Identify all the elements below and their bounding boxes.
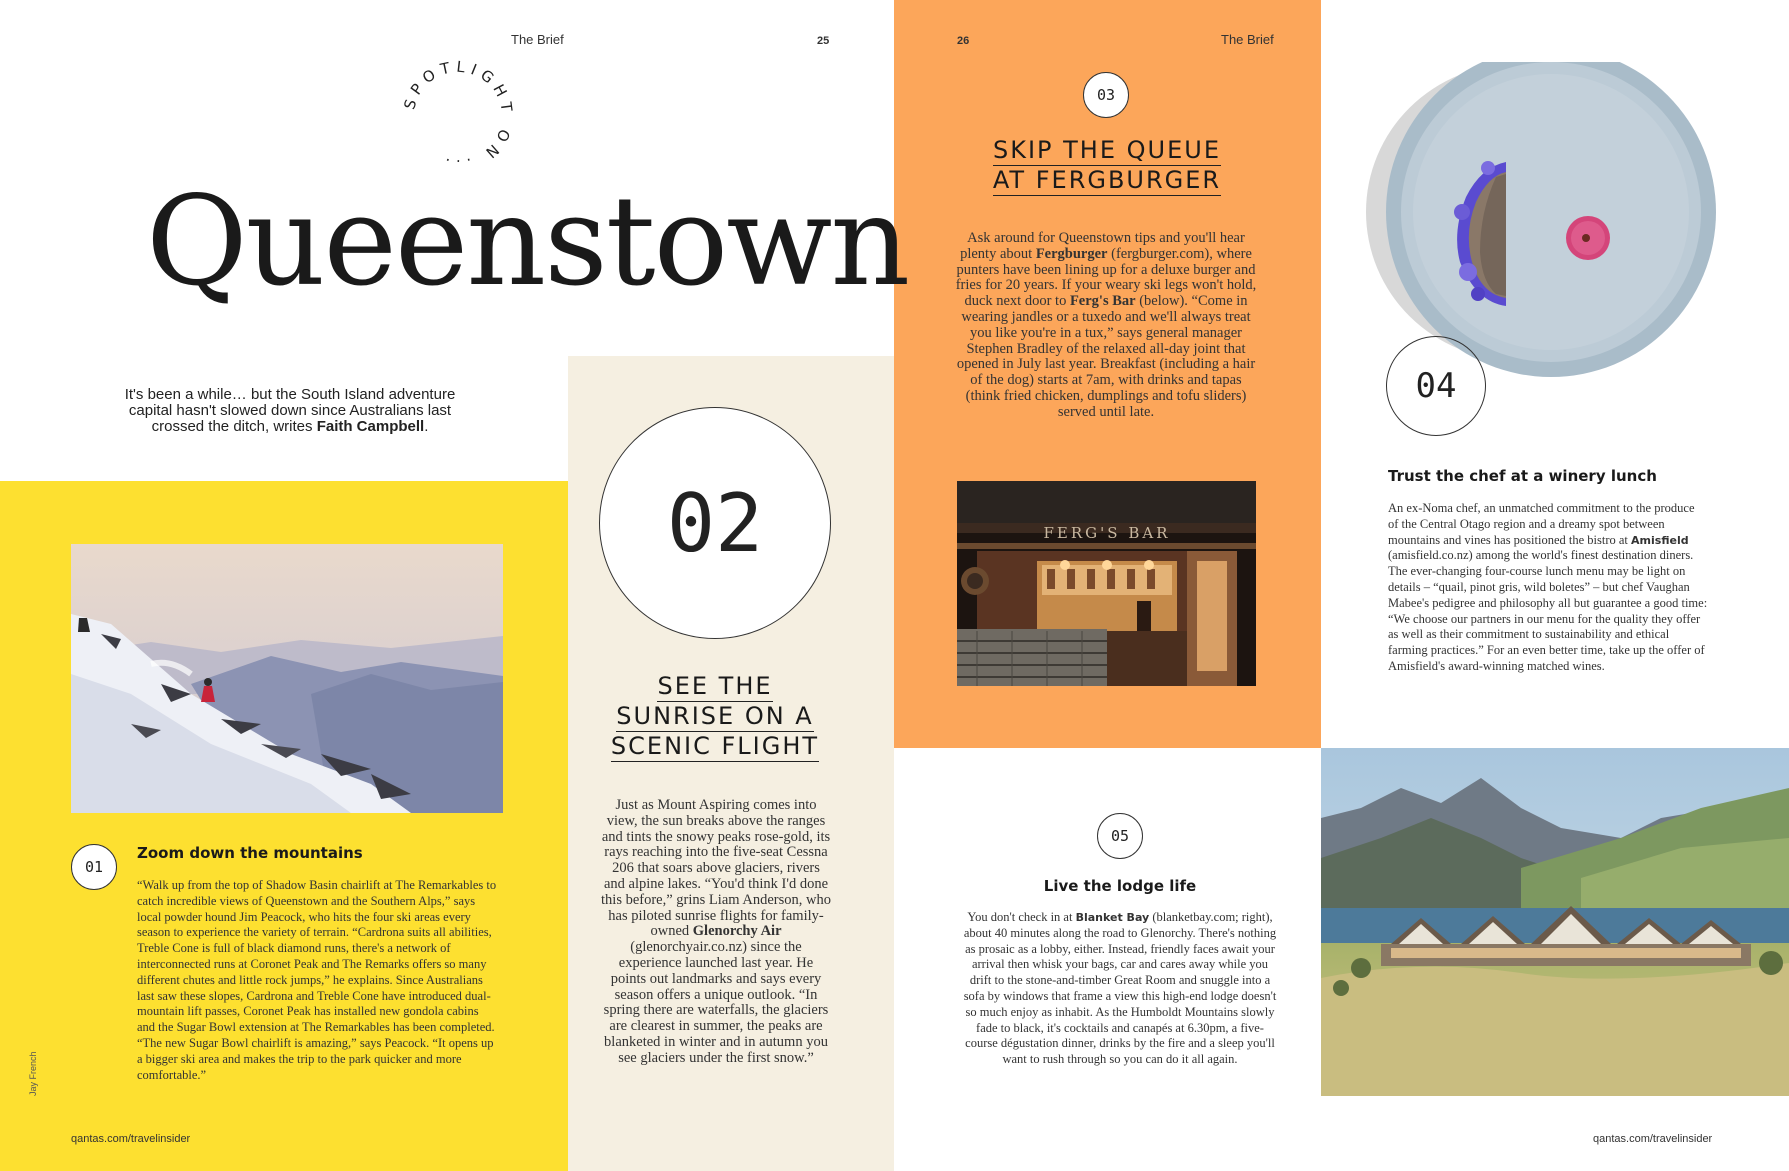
fergs-bar-photo bbox=[957, 481, 1256, 686]
left-running-head: The Brief bbox=[511, 32, 564, 47]
section-03-heading: SKIP THE QUEUE AT FERGBURGER bbox=[992, 136, 1222, 194]
section-05-heading: Live the lodge life bbox=[1043, 877, 1197, 895]
fergs-bar-sign: FERG'S BAR bbox=[1043, 524, 1171, 542]
section-05-body: You don't check in at Blanket Bay (blanketbay.com; right), about 40 minutes along the road to Glenorchy. There's nothing as prosaic as a lobby, either. Instead, friendly faces await your arrival then whisk your bags, car and cares away while you drift to the stone-and-timber Great Room and snuggle into a sofa by windows that frame a view this high-end lodge doesn't so much enjoy as inhabit. As the Humboldt Mountains slowly fade to black, it's cocktails and canapés at 6.30pm, a five-course dégustation dinner, drinks by the fire and a sleep you'll want to rush through so you can do it all again. bbox=[963, 910, 1277, 1067]
photo-credit: Jay French bbox=[28, 1051, 38, 1096]
right-page-number: 26 bbox=[957, 35, 970, 47]
lodge-landscape-photo bbox=[1321, 748, 1789, 1096]
section-01-number: 01 bbox=[71, 844, 117, 890]
svg-text:SPOTLIGHT ON ... bbox=[400, 58, 516, 175]
section-01-body: “Walk up from the top of Shadow Basin chairlift at The Remarkables to catch incredible views of Queenstown and the Southern Alps,” says local powder hound Jim Peacock, who hits the four ski areas every season to experience the variety of terrain. “Cardrona suits all abilities, Treble Cone is full of black diamond runs, there's a network of interconnected runs at Coronet Peak and The Remarks offers so many different chutes and little rock jumps,” he explains. Since Australians last saw these slopes, Cardrona and Treble Cone have introduced dual-mountain lift passes, Coronet Peak has installed new gondola cabins and the Sugar Bowl extension at The Remarkables has been completed. “The new Sugar Bowl chairlift is amazing,” says Peacock. “It opens up a bigger ski area and makes the trip to the park quicker and more comfortable.” bbox=[137, 878, 497, 1082]
left-page-number: 25 bbox=[817, 35, 830, 47]
skier-photo bbox=[71, 544, 503, 813]
right-footer-url: qantas.com/travelinsider bbox=[1593, 1133, 1713, 1145]
section-02-number: 02 bbox=[599, 407, 831, 639]
section-02-heading: SEE THE SUNRISE ON A SCENIC FLIGHT bbox=[610, 672, 820, 760]
left-footer-url: qantas.com/travelinsider bbox=[71, 1133, 191, 1145]
section-04-number: 04 bbox=[1386, 336, 1486, 436]
section-01-heading: Zoom down the mountains bbox=[137, 844, 363, 862]
section-04-body: An ex-Noma chef, an unmatched commitment to the produce of the Central Otago region and a dreamy spot between mountains and vines has positioned the bistro at Amisfield (amisfield.co.nz) among the world's finest destination diners. The ever-changing four-course lunch menu may be light on details – “quail, pinot gris, wild boletes” – but chef Vaughan Mabee's pedigree and philosophy all but guarantee a good time: “We choose our partners in our menu for the quality they offer as well as their commitment to sustainability and ethical farming practices.” For an even better time, take up the offer of Amisfield's award-winning matched wines. bbox=[1388, 501, 1708, 673]
section-03-number: 03 bbox=[1083, 72, 1129, 118]
intro-standfirst: It's been a while… but the South Island adventure capital hasn't slowed down since Australians last crossed the ditch, writes Faith Campbell. bbox=[124, 386, 456, 435]
spotlight-badge bbox=[398, 56, 518, 176]
page-title: Queenstown bbox=[146, 170, 909, 314]
spotlight-label: SPOTLIGHT ON ... bbox=[400, 57, 517, 175]
section-04-heading: Trust the chef at a winery lunch bbox=[1388, 467, 1657, 485]
section-02-body: Just as Mount Aspiring comes into view, the sun breaks above the ranges and tints the snowy peaks rose-gold, its rays reaching into the five-seat Cessna 206 that soars above glaciers, rivers and alpine lakes. “You'd think I'd done this before,” grins Liam Anderson, who has piloted sunrise flights for family-owned Glenorchy Air (glenorchyair.co.nz) since the experience launched last year. He points out landmarks and says every season offers a unique outlook. “In spring there are waterfalls, the glaciers are clearest in summer, the peaks are blanketed in winter and in autumn you see glaciers under the first snow.” bbox=[601, 797, 831, 1066]
author-name: Faith Campbell bbox=[316, 418, 425, 435]
right-running-head: The Brief bbox=[1221, 32, 1274, 47]
section-03-body: Ask around for Queenstown tips and you'll hear plenty about Fergburger (fergburger.com), where punters have been lining up for a deluxe burger and fries for 20 years. If your weary ski legs won't hold, duck next door to Ferg's Bar (below). “Come in wearing jandles or a tuxedo and we'll always treat you like you're in a tux,” says general manager Stephen Bradley of the relaxed all-day joint that opened in July last year. Breakfast (including a hair of the dog) starts at 7am, with drinks and tapas (think fried chicken, dumplings and tofu sliders) served until late. bbox=[955, 230, 1257, 420]
section-05-number: 05 bbox=[1097, 813, 1143, 859]
